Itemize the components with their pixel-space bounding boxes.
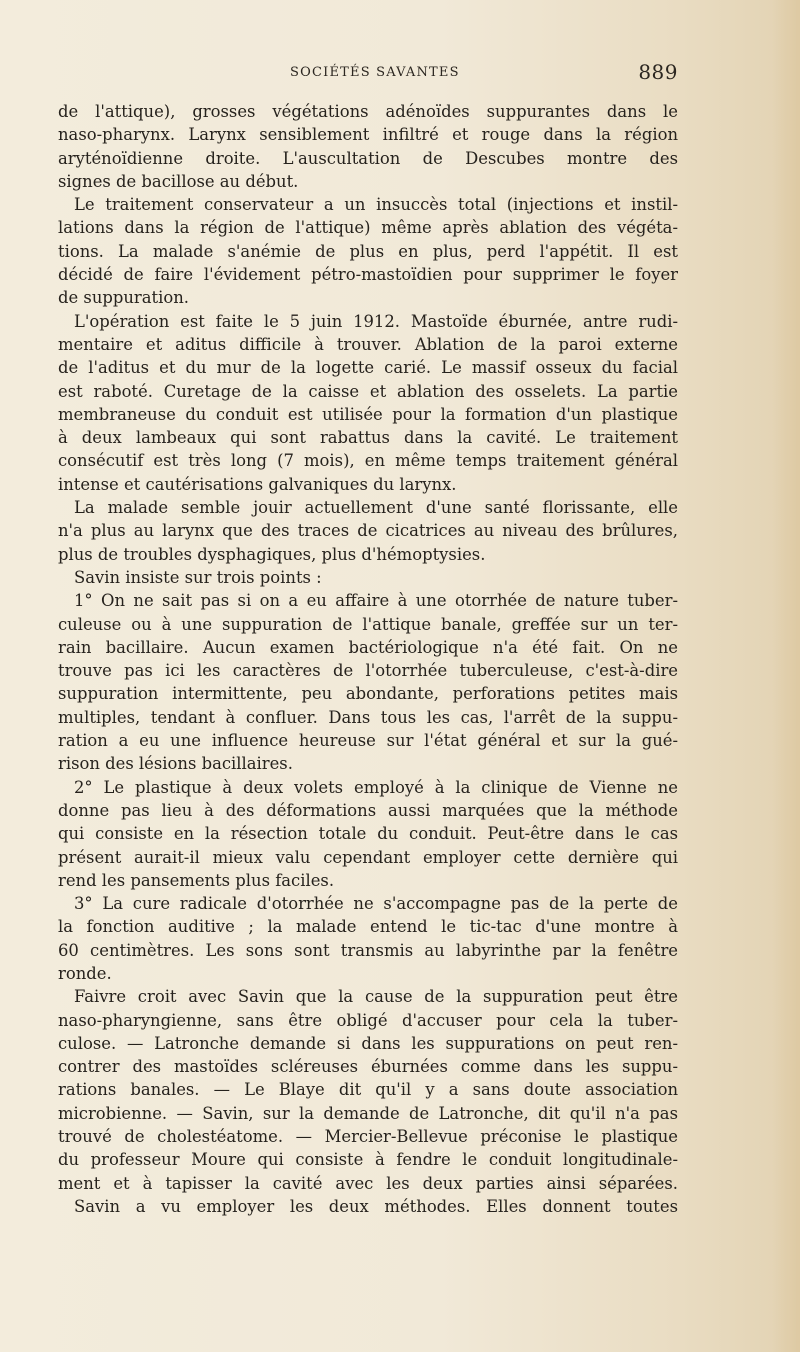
text-line: Savin insiste sur trois points : (74, 567, 322, 587)
text-line: La malade semble jouir actuellement d'une santé florissante, elle (74, 498, 678, 518)
text-line: signes de bacillose au début. (58, 171, 299, 191)
text-line: n'a plus au larynx que des traces de cicatrices au niveau des brûlures, (58, 521, 678, 541)
text-line: rations banales. — Le Blaye dit qu'il y a sans doute association (58, 1080, 678, 1100)
text-line: Le traitement conservateur a un insuccès total (injections et instil- (74, 195, 678, 215)
text-line: Faivre croit avec Savin que la cause de la suppuration peut être (74, 987, 678, 1007)
text-line: 60 centimètres. Les sons sont transmis au labyrinthe par la fenêtre (58, 940, 678, 960)
text-line: la fonction auditive ; la malade entend le tic-tac d'une montre à (58, 917, 678, 937)
text-line: 1° On ne sait pas si on a eu affaire à une otorrhée de nature tuber- (74, 591, 678, 611)
text-line: 3° La cure radicale d'otorrhée ne s'accompagne pas de la perte de (74, 894, 678, 914)
text-line: de l'attique), grosses végétations adénoïdes suppurantes dans le (58, 102, 678, 121)
page-number: 889 (638, 60, 678, 84)
text-line: culose. — Latronche demande si dans les suppurations on peut ren- (58, 1033, 678, 1053)
text-line: 2° Le plastique à deux volets employé à la clinique de Vienne ne (74, 777, 678, 797)
text-line: tions. La malade s'anémie de plus en plus, perd l'appétit. Il est (58, 241, 678, 261)
text-line: est raboté. Curetage de la caisse et ablation des osselets. La partie (58, 381, 678, 401)
text-line: microbienne. — Savin, sur la demande de Latronche, dit qu'il n'a pas (58, 1103, 678, 1123)
text-line: naso-pharyngienne, sans être obligé d'accuser pour cela la tuber- (58, 1010, 678, 1030)
page-edge-shadow (772, 0, 800, 1352)
text-line: trouve pas ici les caractères de l'otorrhée tuberculeuse, c'est-à-dire (58, 661, 678, 681)
text-line: intense et cautérisations galvaniques du larynx. (58, 474, 457, 494)
text-line: membraneuse du conduit est utilisée pour la formation d'un plastique (58, 404, 678, 424)
text-line: ration a eu une influence heureuse sur l'état général et sur la gué- (58, 731, 678, 751)
text-line: décidé de faire l'évidement pétro-mastoïdien pour supprimer le foyer (58, 265, 678, 285)
text-line: donne pas lieu à des déformations aussi marquées que la méthode (58, 800, 678, 820)
text-line: présent aurait-il mieux valu cependant employer cette dernière qui (58, 847, 678, 867)
text-line: multiples, tendant à confluer. Dans tous les cas, l'arrêt de la suppu- (58, 707, 678, 727)
text-line: aryténoïdienne droite. L'auscultation de Descubes montre des (58, 148, 678, 168)
text-line: à deux lambeaux qui sont rabattus dans la cavité. Le traitement (58, 428, 678, 448)
text-line: L'opération est faite le 5 juin 1912. Mastoïde éburnée, antre rudi- (74, 311, 678, 331)
text-line: trouvé de cholestéatome. — Mercier-Bellevue préconise le plastique (58, 1127, 678, 1147)
text-line: contrer des mastoïdes scléreuses éburnées comme dans les suppu- (58, 1057, 678, 1077)
body-text (58, 100, 678, 1218)
text-line: rain bacillaire. Aucun examen bactériologique n'a été fait. On ne (58, 637, 678, 657)
running-head: SOCIÉTÉS SAVANTES (290, 65, 460, 80)
text-line: consécutif est très long (7 mois), en même temps traitement général (58, 451, 678, 471)
text-line: de suppuration. (58, 288, 189, 308)
text-line: de l'aditus et du mur de la logette carié. Le massif osseux du facial (58, 358, 678, 378)
text-line: culeuse ou à une suppuration de l'attique banale, greffée sur un ter- (58, 614, 678, 634)
text-line: du professeur Moure qui consiste à fendre le conduit longitudinale- (58, 1150, 678, 1170)
text-line: naso-pharynx. Larynx sensiblement infiltré et rouge dans la région (58, 125, 678, 145)
text-line: lations dans la région de l'attique) même après ablation des végéta- (58, 218, 678, 238)
text-line: Savin a vu employer les deux méthodes. Elles donnent toutes (74, 1196, 678, 1216)
text-line: rend les pansements plus faciles. (58, 870, 335, 890)
text-line: mentaire et aditus difficile à trouver. Ablation de la paroi externe (58, 334, 678, 354)
text-line: rison des lésions bacillaires. (58, 754, 293, 774)
page-header (58, 60, 678, 86)
text-line: plus de troubles dysphagiques, plus d'hémoptysies. (58, 544, 486, 564)
text-line: suppuration intermittente, peu abondante, perforations petites mais (58, 684, 678, 704)
text-line: ronde. (58, 963, 112, 983)
text-line: qui consiste en la résection totale du conduit. Peut-être dans le cas (58, 824, 678, 844)
text-line: ment et à tapisser la cavité avec les deux parties ainsi séparées. (58, 1173, 678, 1193)
